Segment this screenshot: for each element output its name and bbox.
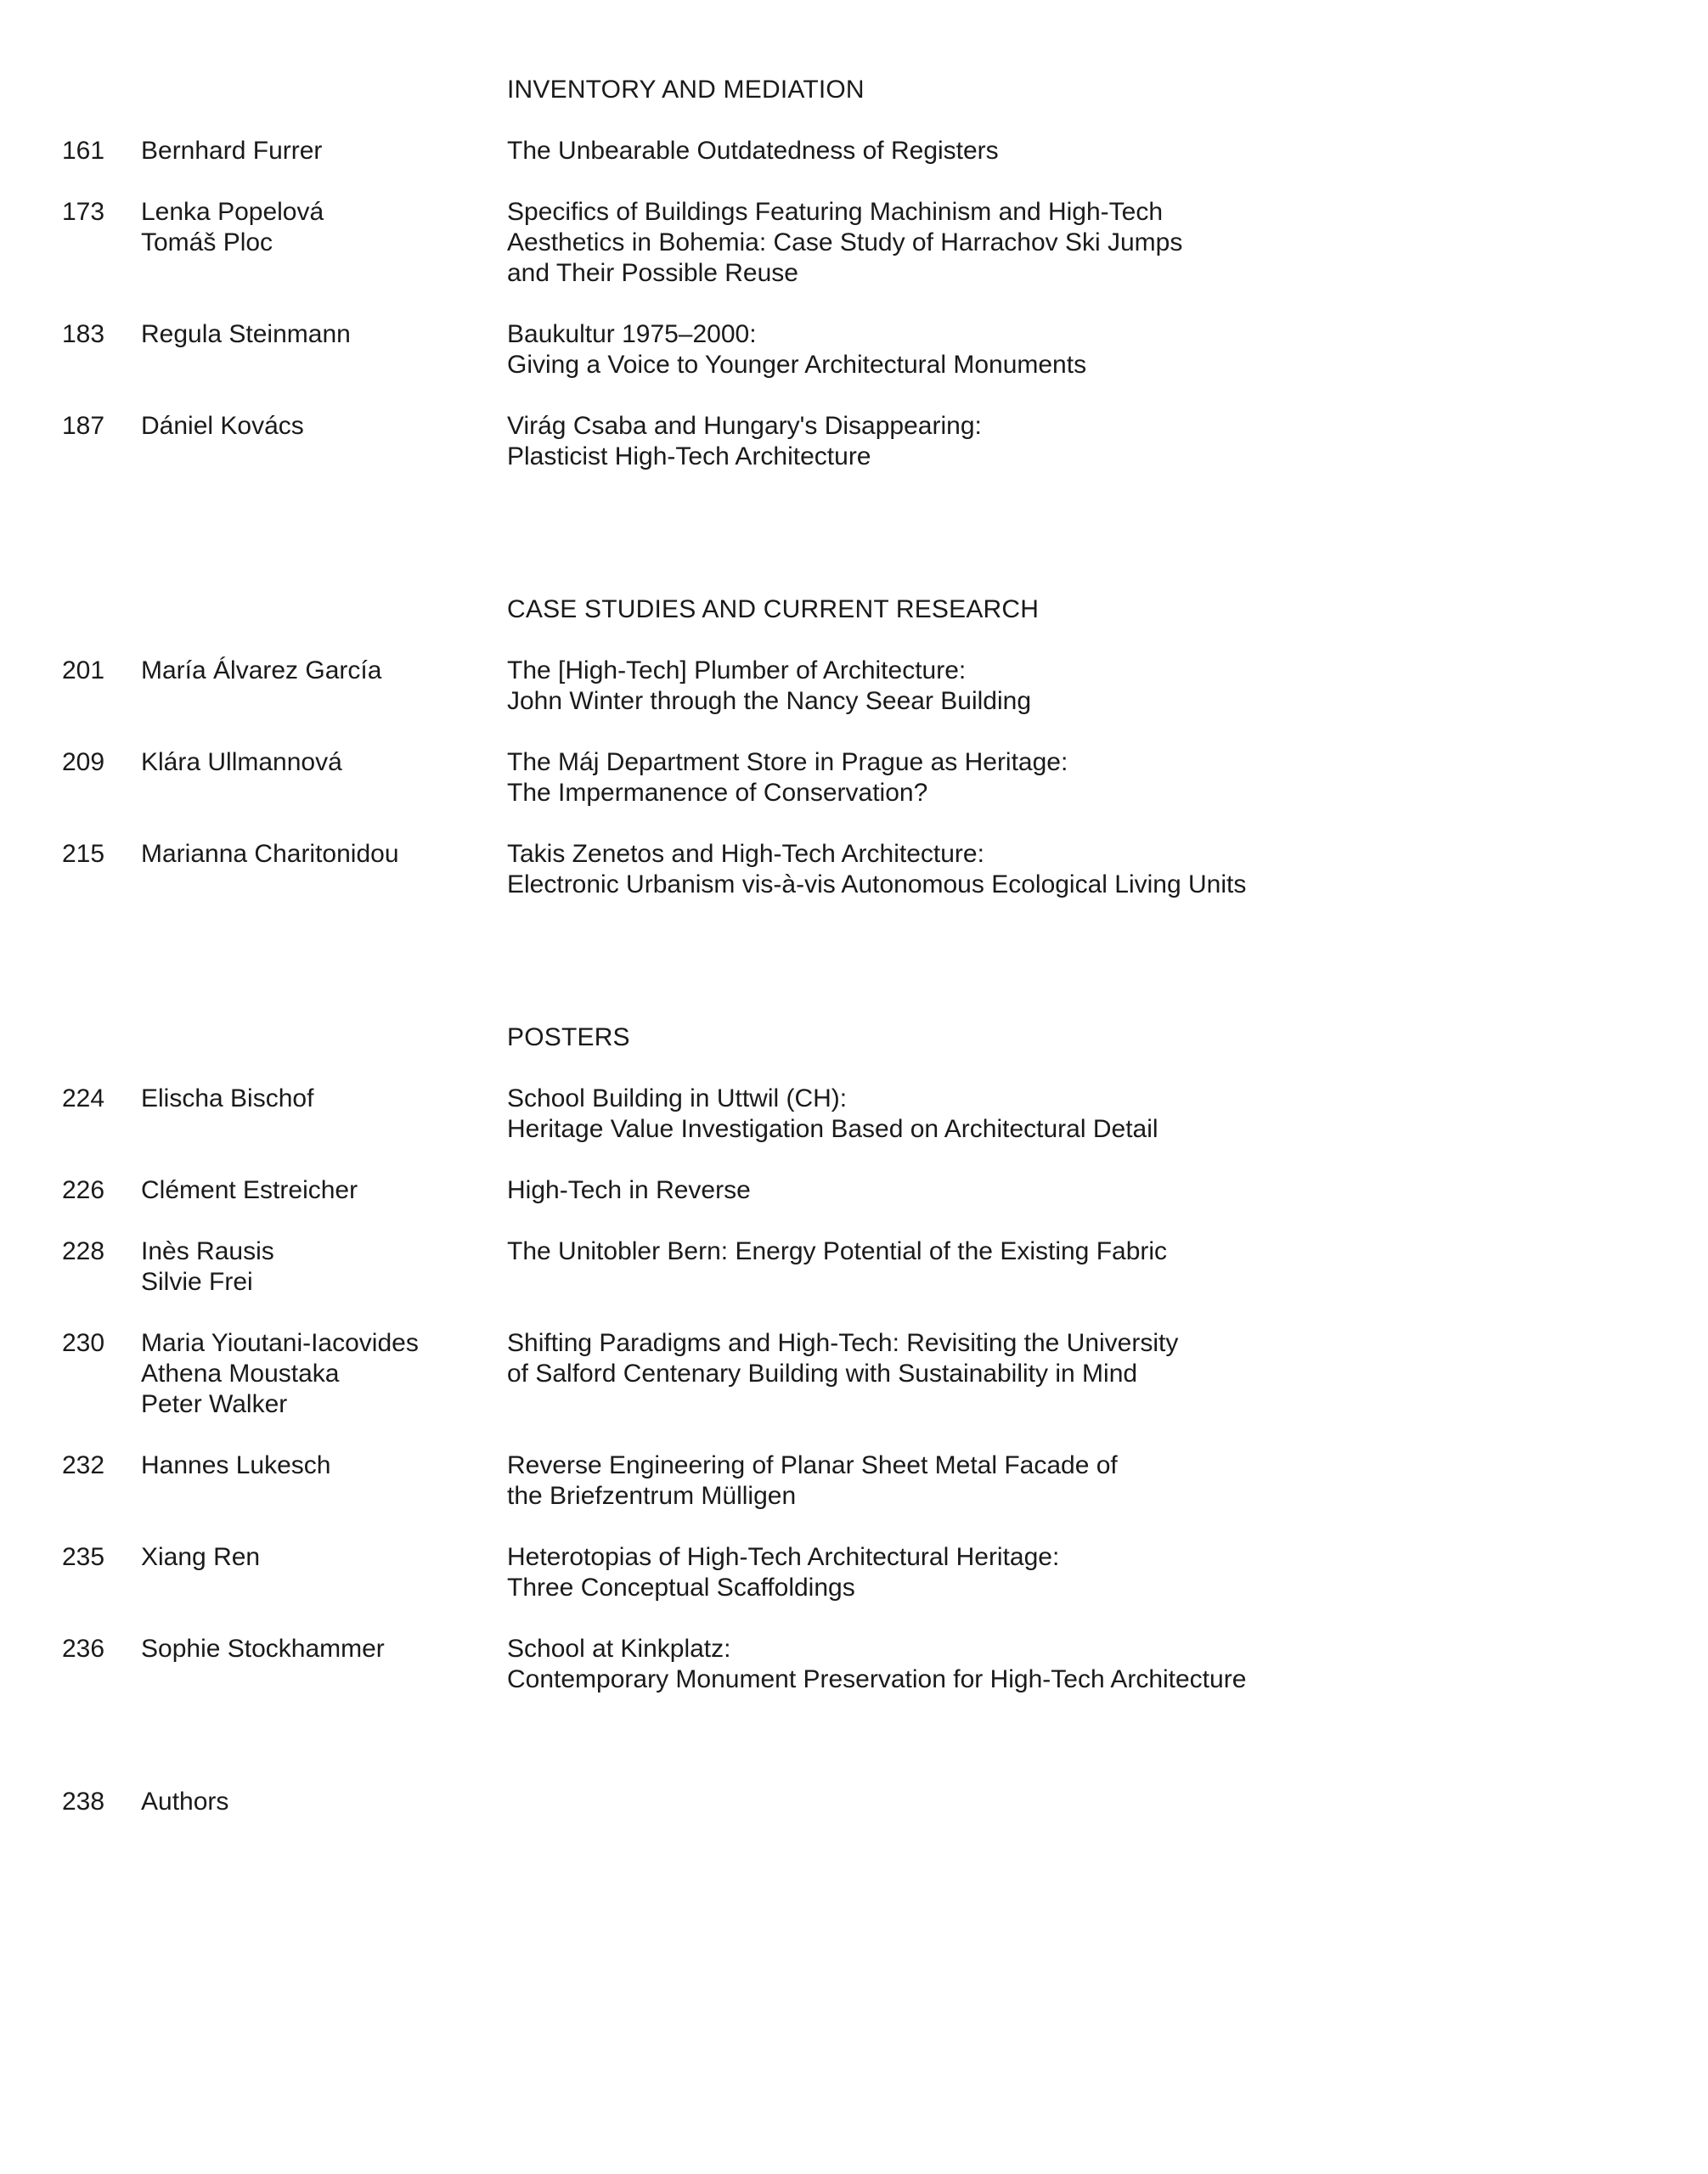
page-number: 230 [62, 1329, 105, 1357]
author-name: Elischa Bischof [141, 1084, 314, 1112]
author-name: Maria Yioutani-Iacovides [141, 1329, 419, 1357]
page-number: 226 [62, 1176, 105, 1204]
toc-entry [62, 136, 1659, 166]
closing-label: Authors [141, 1788, 229, 1816]
author-list [141, 319, 507, 380]
toc-entry-authors [62, 1787, 1659, 1817]
title-line: Specifics of Buildings Featuring Machinism and High-Tech [507, 198, 1164, 226]
page-number: 228 [62, 1237, 105, 1265]
title-line: Aesthetics in Bohemia: Case Study of Harrachov Ski Jumps [507, 228, 1183, 256]
page-number: 224 [62, 1084, 105, 1112]
title-line: the Briefzentrum Mülligen [507, 1482, 797, 1510]
entry-title [507, 1634, 1659, 1695]
section-heading: CASE STUDIES AND CURRENT RESEARCH [507, 595, 1040, 623]
author-list [141, 1084, 507, 1145]
title-line: Baukultur 1975–2000: [507, 320, 757, 348]
author-name: María Álvarez García [141, 656, 382, 684]
title-line: Reverse Engineering of Planar Sheet Metal Facade of [507, 1451, 1118, 1479]
entry-title [507, 197, 1659, 289]
page-number: 201 [62, 656, 105, 684]
author-name: Dániel Kovács [141, 412, 304, 440]
entry-title [507, 1328, 1659, 1420]
author-name: Tomáš Ploc [141, 228, 273, 256]
toc-entry [62, 839, 1659, 900]
toc-entry [62, 656, 1659, 717]
title-line: Shifting Paradigms and High-Tech: Revisiting the University [507, 1329, 1179, 1357]
page-number: 209 [62, 748, 105, 776]
author-list [141, 1175, 507, 1206]
toc-section [62, 75, 1659, 472]
page-number: 235 [62, 1543, 105, 1571]
page-number: 215 [62, 840, 105, 868]
title-line: Contemporary Monument Preservation for High-Tech Architecture [507, 1665, 1247, 1693]
title-line: The Máj Department Store in Prague as Heritage: [507, 748, 1068, 776]
toc-entry [62, 1542, 1659, 1603]
page-number: 183 [62, 320, 105, 348]
toc-entry [62, 197, 1659, 289]
title-line: and Their Possible Reuse [507, 259, 798, 287]
toc-entry [62, 1328, 1659, 1420]
page-number: 161 [62, 137, 105, 165]
entry-title [507, 656, 1659, 717]
toc-entry [62, 1450, 1659, 1512]
title-line: John Winter through the Nancy Seear Building [507, 687, 1032, 715]
author-list [141, 1328, 507, 1420]
title-line: Heritage Value Investigation Based on Architectural Detail [507, 1115, 1158, 1143]
author-list [141, 1236, 507, 1298]
author-list [141, 411, 507, 472]
author-name: Xiang Ren [141, 1543, 261, 1571]
author-list [141, 1542, 507, 1603]
title-line: Giving a Voice to Younger Architectural Monuments [507, 351, 1087, 379]
toc-section [62, 594, 1659, 900]
title-line: Takis Zenetos and High-Tech Architecture: [507, 840, 984, 868]
author-name: Regula Steinmann [141, 320, 351, 348]
entry-title [507, 747, 1659, 808]
title-line: of Salford Centenary Building with Sustainability in Mind [507, 1360, 1138, 1388]
title-line: Electronic Urbanism vis-à-vis Autonomous Ecological Living Units [507, 870, 1247, 898]
entry-title [507, 411, 1659, 472]
toc-entry [62, 411, 1659, 472]
title-line: High-Tech in Reverse [507, 1176, 751, 1204]
section-spacer [62, 503, 1659, 594]
page-number: 232 [62, 1451, 105, 1479]
section-heading: INVENTORY AND MEDIATION [507, 76, 865, 104]
author-name: Clément Estreicher [141, 1176, 358, 1204]
author-list [141, 839, 507, 900]
toc-entry [62, 1175, 1659, 1206]
title-line: Virág Csaba and Hungary's Disappearing: [507, 412, 982, 440]
page-number: 187 [62, 412, 105, 440]
author-name: Inès Rausis [141, 1237, 274, 1265]
author-name: Athena Moustaka [141, 1360, 340, 1388]
author-list [141, 197, 507, 289]
author-list [141, 1450, 507, 1512]
page-number: 173 [62, 198, 105, 226]
section-spacer [62, 931, 1659, 1022]
toc-entry [62, 319, 1659, 380]
section-heading: POSTERS [507, 1023, 630, 1051]
author-name: Silvie Frei [141, 1268, 253, 1296]
title-line: Plasticist High-Tech Architecture [507, 442, 871, 470]
entry-title [507, 1175, 1659, 1206]
entry-title [507, 1542, 1659, 1603]
author-list [141, 747, 507, 808]
author-list [141, 656, 507, 717]
title-line: The Impermanence of Conservation? [507, 779, 928, 807]
title-line: School Building in Uttwil (CH): [507, 1084, 848, 1112]
author-name: Hannes Lukesch [141, 1451, 331, 1479]
entry-title [507, 839, 1659, 900]
author-name: Klára Ullmannová [141, 748, 342, 776]
title-line: Heterotopias of High-Tech Architectural Heritage: [507, 1543, 1060, 1571]
author-name: Marianna Charitonidou [141, 840, 399, 868]
title-line: The Unbearable Outdatedness of Registers [507, 137, 999, 165]
entry-title [507, 1450, 1659, 1512]
toc-entry [62, 1634, 1659, 1695]
toc-section [62, 1022, 1659, 1695]
author-name: Sophie Stockhammer [141, 1635, 385, 1663]
toc-entry [62, 1236, 1659, 1298]
title-line: The [High-Tech] Plumber of Architecture: [507, 656, 967, 684]
page-number: 238 [62, 1788, 105, 1816]
author-name: Peter Walker [141, 1390, 288, 1418]
entry-title [507, 136, 1659, 166]
entry-title [507, 1084, 1659, 1145]
title-line: Three Conceptual Scaffoldings [507, 1574, 855, 1602]
author-list [141, 1634, 507, 1695]
author-name: Bernhard Furrer [141, 137, 323, 165]
title-line: School at Kinkplatz: [507, 1635, 731, 1663]
page-number: 236 [62, 1635, 105, 1663]
title-line: The Unitobler Bern: Energy Potential of the Existing Fabric [507, 1237, 1168, 1265]
toc-entry [62, 747, 1659, 808]
entry-title [507, 1236, 1659, 1298]
author-list [141, 136, 507, 166]
table-of-contents [62, 75, 1659, 1848]
author-name: Lenka Popelová [141, 198, 324, 226]
toc-entry [62, 1084, 1659, 1145]
entry-title [507, 319, 1659, 380]
